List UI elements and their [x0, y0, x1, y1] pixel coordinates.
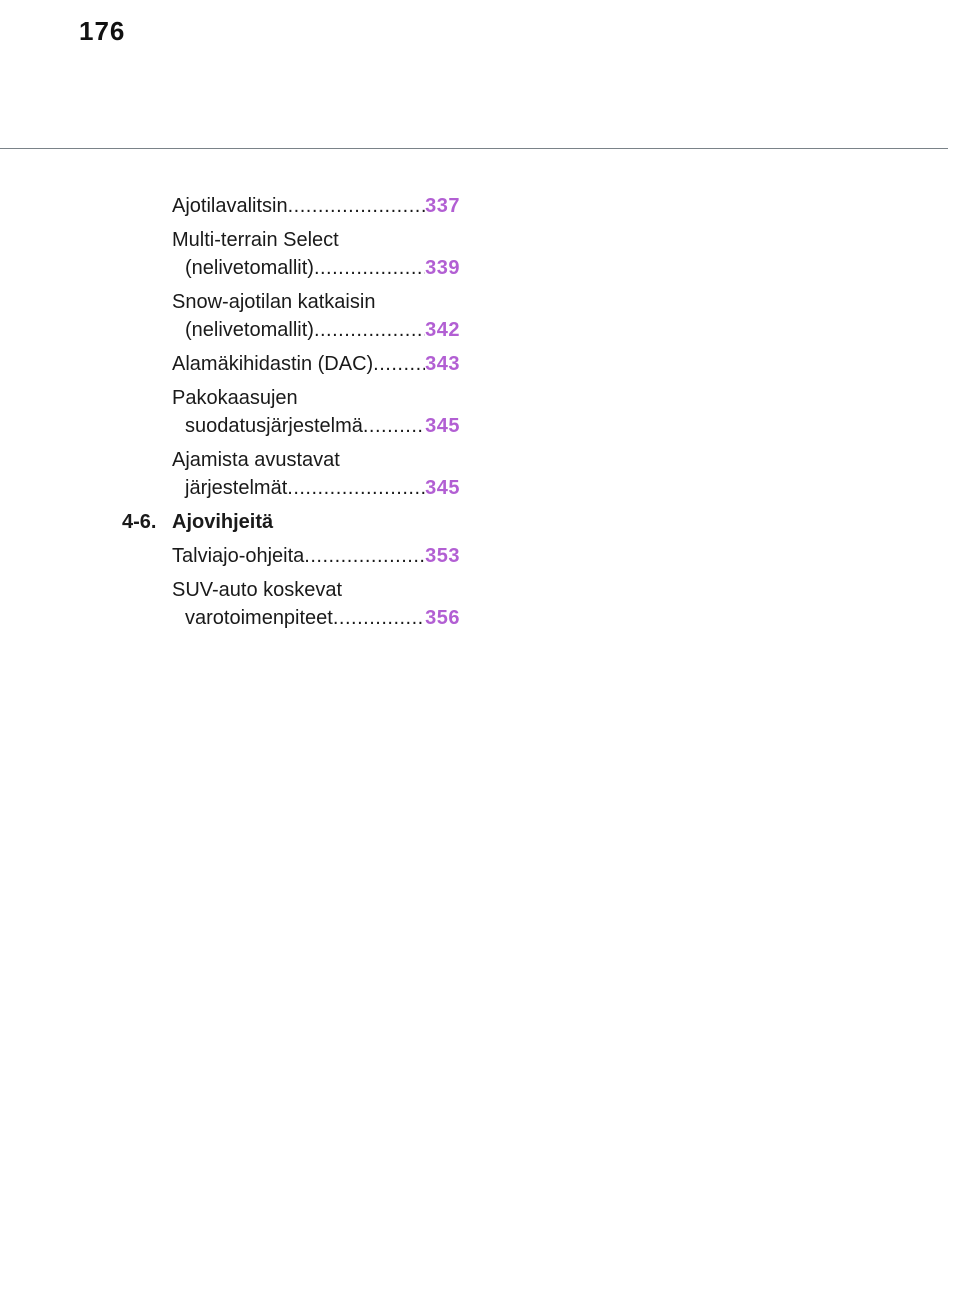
dot-leader	[314, 254, 425, 282]
toc-entry-page: 353	[425, 545, 460, 567]
page-number: 176	[79, 16, 126, 46]
toc-entry-page: 356	[425, 607, 460, 629]
toc-entry-title-line1: Multi-terrain Select	[172, 229, 339, 251]
toc-entry[interactable]	[172, 542, 460, 570]
toc-entry-page: 337	[425, 195, 460, 217]
toc-entry-title: järjestelmät	[185, 477, 288, 499]
toc-entry[interactable]	[172, 192, 460, 220]
toc-entry[interactable]	[172, 350, 460, 378]
toc-entry-title: Alamäkihidastin (DAC)	[172, 353, 374, 375]
dot-leader	[373, 350, 425, 378]
toc-entry-title-line1: Ajamista avustavat	[172, 449, 340, 471]
dot-leader	[333, 604, 425, 632]
toc-entry-page: 345	[425, 415, 460, 437]
toc-entry[interactable]	[172, 576, 460, 632]
toc-entry-title: Talviajo-ohjeita	[172, 545, 305, 567]
toc-entry[interactable]	[172, 446, 460, 502]
toc-entry[interactable]	[172, 288, 460, 344]
toc-entry-title-line1: Pakokaasujen	[172, 387, 298, 409]
toc-section-heading[interactable]	[0, 508, 960, 536]
section-title: Ajovihjeitä	[172, 511, 274, 533]
toc-entry[interactable]	[172, 226, 460, 282]
toc-entry-page: 342	[425, 319, 460, 341]
toc-entry-title: (nelivetomallit)	[185, 319, 314, 341]
toc-entry-page: 345	[425, 477, 460, 499]
toc-entry-title: Ajotilavalitsin	[172, 195, 288, 217]
toc-entry-title: suodatusjärjestelmä	[185, 415, 363, 437]
section-number: 4-6.	[122, 511, 157, 533]
dot-leader	[304, 542, 425, 570]
dot-leader	[288, 192, 426, 220]
dot-leader	[363, 412, 425, 440]
toc-entry-page: 339	[425, 257, 460, 279]
table-of-contents	[0, 192, 960, 638]
header-rule	[0, 148, 948, 149]
toc-entry-page: 343	[425, 353, 460, 375]
dot-leader	[314, 316, 425, 344]
toc-entry-title-line1: Snow-ajotilan katkaisin	[172, 291, 376, 313]
dot-leader	[287, 474, 425, 502]
toc-entry-title: (nelivetomallit)	[185, 257, 314, 279]
toc-entry-title: varotoimenpiteet	[185, 607, 333, 629]
toc-entry-title-line1: SUV-auto koskevat	[172, 579, 343, 601]
toc-entry[interactable]	[172, 384, 460, 440]
